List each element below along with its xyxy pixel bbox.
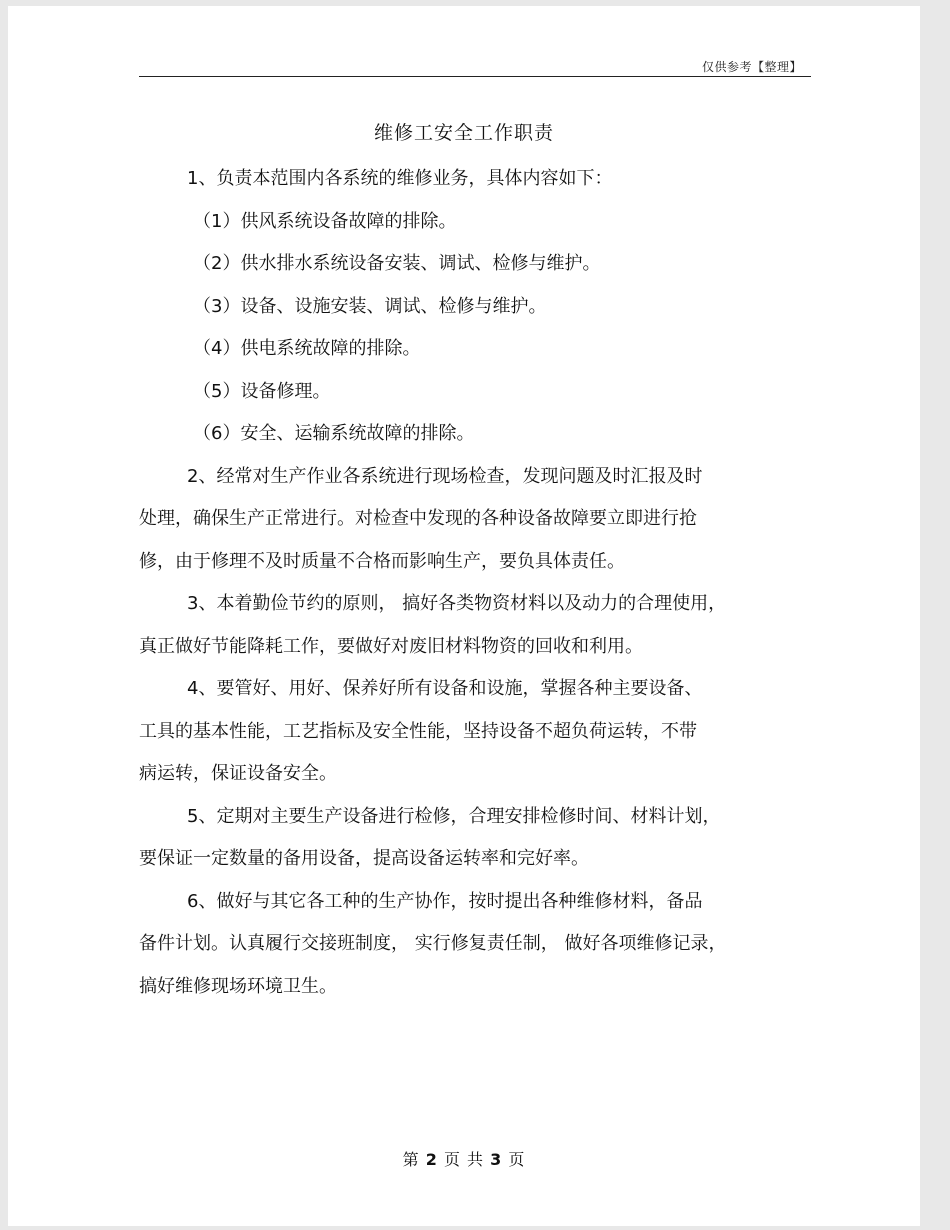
body-line: （4）供电系统故障的排除。 — [193, 338, 421, 359]
body-line: 2、经常对生产作业各系统进行现场检查，发现问题及时汇报及时 — [187, 465, 703, 487]
body-line: 3、本着勤俭节约的原则， 搞好各类物资材料以及动力的合理使用， — [187, 593, 727, 614]
body-line: 修，由于修理不及时质量不合格而影响生产，要负具体责任。 — [139, 550, 625, 572]
body-line: （2）供水排水系统设备安装、调试、检修与维护。 — [193, 253, 601, 274]
body-line: （1）供风系统设备故障的排除。 — [193, 210, 457, 232]
body-line: 5、定期对主要生产设备进行检修，合理安排检修时间、材料计划， — [187, 805, 721, 827]
footer-middle: 页 共 — [443, 1150, 485, 1169]
document-body — [139, 158, 811, 1008]
body-line: 备件计划。认真履行交接班制度， 实行修复责任制， 做好各项维修记录， — [139, 933, 727, 954]
body-line: 工具的基本性能，工艺指标及安全性能，坚持设备不超负荷运转，不带 — [139, 720, 697, 742]
footer-page-number: 2 — [425, 1150, 438, 1169]
footer-prefix: 第 — [402, 1150, 420, 1169]
header-note: 仅供参考【整理】 — [701, 60, 802, 74]
body-line: 要保证一定数量的备用设备，提高设备运转率和完好率。 — [139, 848, 589, 869]
body-line: 处理，确保生产正常进行。对检查中发现的各种设备故障要立即进行抢 — [139, 508, 697, 529]
body-line: 搞好维修现场环境卫生。 — [139, 975, 337, 997]
footer-suffix: 页 — [508, 1150, 526, 1169]
body-line: 病运转，保证设备安全。 — [139, 763, 337, 784]
body-line: （5）设备修理。 — [193, 380, 331, 402]
body-line: 6、做好与其它各工种的生产协作，按时提出各种维修材料，备品 — [187, 890, 703, 912]
page-footer — [8, 1147, 920, 1170]
document-title: 维修工安全工作职责 — [373, 122, 554, 144]
document-page — [8, 6, 920, 1226]
body-line: 真正做好节能降耗工作，要做好对废旧材料物资的回收和利用。 — [139, 635, 643, 657]
body-line: 4、要管好、用好、保养好所有设备和设施，掌握各种主要设备、 — [187, 678, 703, 699]
header-divider — [139, 76, 811, 77]
body-line: （3）设备、设施安装、调试、检修与维护。 — [193, 295, 547, 317]
footer-total-pages: 3 — [490, 1150, 503, 1169]
body-line: （6）安全、运输系统故障的排除。 — [193, 423, 475, 444]
body-line: 1、负责本范围内各系统的维修业务，具体内容如下： — [187, 168, 613, 189]
